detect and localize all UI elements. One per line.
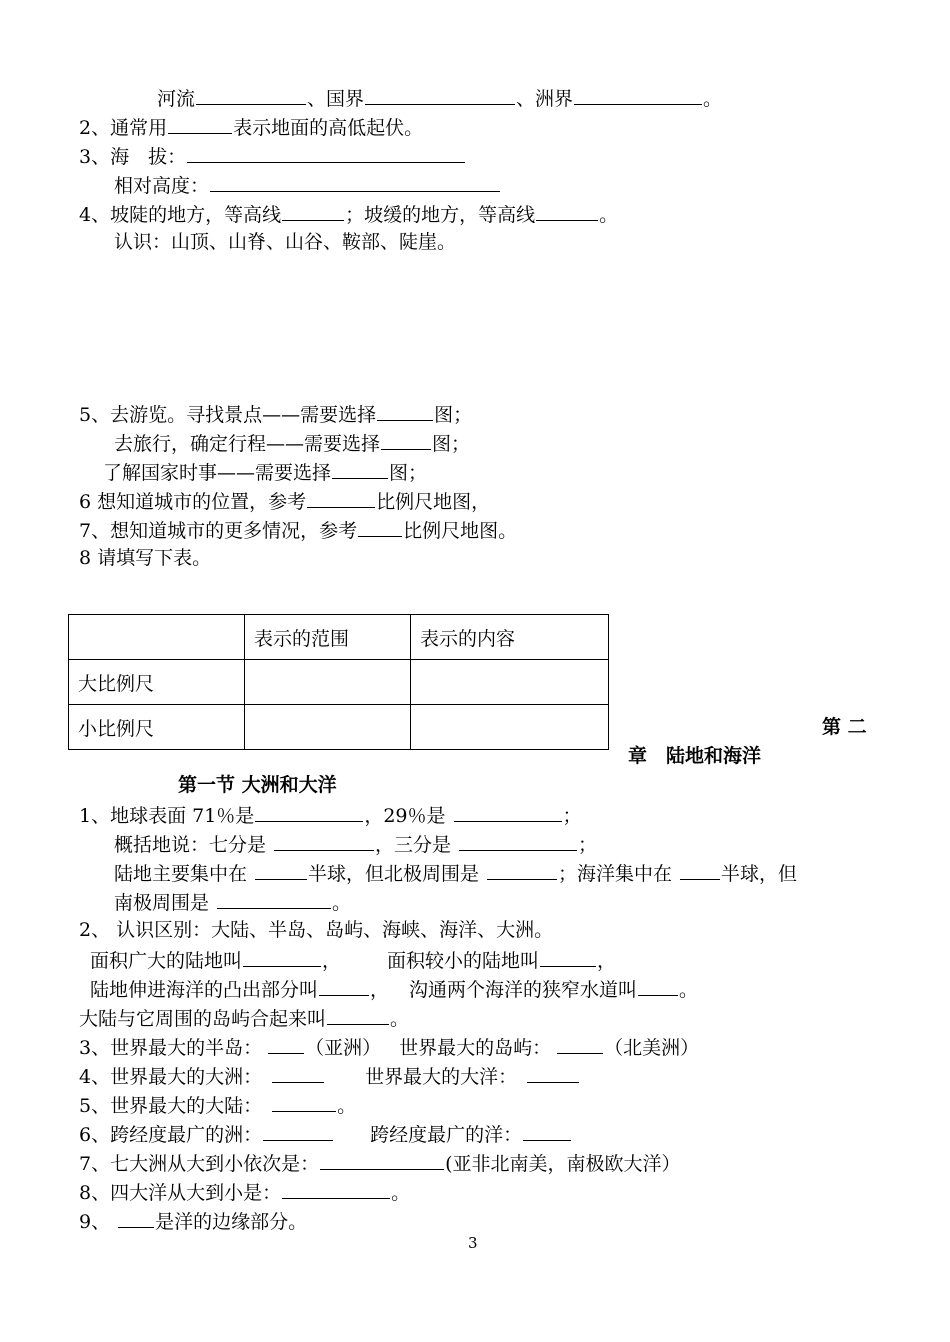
largest-peninsula-text: 3、世界最大的半岛： <box>79 1037 263 1059</box>
blank-peninsula[interactable] <box>319 977 369 996</box>
table-cell: 小比例尺 <box>69 705 245 750</box>
largest-continent-text: 4、世界最大的大洲： <box>79 1066 263 1088</box>
q9-number: 9、 <box>79 1211 111 1233</box>
q4-steep-label: 4、坡陡的地方，等高线 <box>79 204 282 226</box>
blank-longitude-continent[interactable] <box>263 1122 333 1141</box>
question-3-altitude <box>79 144 466 168</box>
continent-group-line <box>79 1006 409 1030</box>
blank-largest-ocean[interactable] <box>527 1064 579 1083</box>
table-row <box>69 705 609 750</box>
ocean-text: ；海洋集中在 <box>558 863 673 885</box>
continent-text: 面积广大的陆地叫 <box>90 950 243 972</box>
period: 。 <box>390 1008 410 1030</box>
question-1-surface <box>79 803 582 827</box>
relative-height-line <box>114 173 501 197</box>
blank-city-details-scale[interactable] <box>358 518 402 537</box>
land-text: 陆地主要集中在 <box>114 863 248 885</box>
q8-text: 8 请填写下表。 <box>79 547 212 569</box>
largest-mainland-text: 5、世界最大的大陆： <box>79 1095 263 1117</box>
table-header-cell <box>69 615 245 660</box>
comma: ， <box>597 950 617 972</box>
question-7-city-details <box>79 518 517 542</box>
line-river-border <box>157 86 722 110</box>
question-7-seven-continents <box>79 1151 681 1175</box>
question-5-sightseeing <box>79 402 472 426</box>
summary-mid: ，三分是 <box>375 834 452 856</box>
table-header-cell: 表示的范围 <box>245 615 411 660</box>
blank-continent-border[interactable] <box>574 86 702 105</box>
blank-29-percent[interactable] <box>454 803 562 822</box>
label-continent-border: 、洲界 <box>516 88 574 110</box>
travel-line <box>114 431 470 455</box>
chapter-heading-part2: 章 陆地和海洋 <box>628 745 762 767</box>
blank-seven-continents[interactable] <box>320 1151 444 1170</box>
blank-gentle[interactable] <box>536 202 598 221</box>
q5-text: 5、去游览。寻找景点——需要选择 <box>79 404 377 426</box>
period: 。 <box>703 88 723 110</box>
table-cell[interactable] <box>245 660 411 705</box>
news-line <box>103 460 427 484</box>
q4-gentle-label: ；坡缓的地方，等高线 <box>345 204 536 226</box>
question-8-fill-table <box>79 547 211 569</box>
four-oceans-text: 8、四大洋从大到小是： <box>79 1182 282 1204</box>
question-4-largest-continent <box>79 1064 580 1088</box>
blank-continent-group[interactable] <box>327 1006 389 1025</box>
blank-land-hemisphere[interactable] <box>255 861 307 880</box>
blank-news-map[interactable] <box>332 460 388 479</box>
summary-line <box>114 832 597 856</box>
blank-seven-parts[interactable] <box>274 832 374 851</box>
q2-text-start: 2、通常用 <box>79 117 168 139</box>
period: 。 <box>332 892 352 914</box>
blank-river[interactable] <box>196 86 306 105</box>
q6-suffix: 比例尺地图， <box>376 491 491 513</box>
comma: ， <box>322 950 342 972</box>
island-text: 面积较小的陆地叫 <box>387 950 540 972</box>
continent-island-line <box>90 948 616 972</box>
seven-continents-text: 7、七大洲从大到小依次是： <box>79 1153 320 1175</box>
chapter-heading-part1: 第 二 <box>822 716 867 738</box>
blank-longitude-ocean[interactable] <box>523 1122 571 1141</box>
blank-sightseeing-map[interactable] <box>377 402 433 421</box>
blank-largest-mainland[interactable] <box>272 1093 336 1112</box>
table-row <box>69 660 609 705</box>
blank-travel-map[interactable] <box>381 431 431 450</box>
recognize-terrain-line <box>114 231 456 253</box>
blank-largest-continent[interactable] <box>272 1064 324 1083</box>
blank-continent[interactable] <box>243 948 321 967</box>
peninsula-hint: （亚洲） <box>305 1037 382 1059</box>
label-relative-height: 相对高度： <box>114 175 210 197</box>
peninsula-strait-line <box>90 977 698 1001</box>
travel-suffix: 图； <box>432 433 471 455</box>
question-2-contour <box>79 115 423 139</box>
scale-table <box>68 614 609 750</box>
peninsula-text: 陆地伸进海洋的凸出部分叫 <box>90 979 319 1001</box>
question-8-four-oceans <box>79 1180 410 1204</box>
period: 。 <box>337 1095 357 1117</box>
page-number: 3 <box>468 1234 478 1252</box>
longitude-ocean-text: 跨经度最广的洋： <box>370 1124 523 1146</box>
blank-contour[interactable] <box>168 115 232 134</box>
blank-altitude[interactable] <box>187 144 465 163</box>
blank-island[interactable] <box>540 948 596 967</box>
blank-largest-peninsula[interactable] <box>268 1035 304 1054</box>
q6-text: 6 想知道城市的位置，参考 <box>79 491 307 513</box>
ocean-suffix: 半球，但 <box>721 863 798 885</box>
summary-text: 概括地说：七分是 <box>114 834 267 856</box>
table-header-cell: 表示的内容 <box>411 615 609 660</box>
table-cell: 大比例尺 <box>69 660 245 705</box>
blank-71-percent[interactable] <box>255 803 363 822</box>
largest-ocean-text: 世界最大的大洋： <box>365 1066 518 1088</box>
recognize-terrain-text: 认识：山顶、山脊、山谷、鞍部、陡崖。 <box>114 231 457 253</box>
seven-continents-hint: (亚非北南美，南极欧大洋） <box>445 1153 681 1175</box>
question-5-largest-mainland <box>79 1093 356 1117</box>
land-distribution-line <box>114 861 797 885</box>
q5-suffix: 图； <box>434 404 473 426</box>
semicolon: ； <box>578 834 598 856</box>
label-national-border: 、国界 <box>307 88 365 110</box>
section-title: 第一节 大洲和大洋 <box>178 774 337 796</box>
blank-three-parts[interactable] <box>459 832 577 851</box>
island-hint: （北美洲） <box>604 1037 700 1059</box>
question-9-sea <box>79 1209 307 1233</box>
table-header-row <box>69 615 609 660</box>
q1-mid: ，29％是 <box>364 805 446 827</box>
largest-island-text: 世界最大的岛屿： <box>399 1037 552 1059</box>
period: 。 <box>679 979 699 1001</box>
news-suffix: 图； <box>389 462 428 484</box>
blank-north-pole[interactable] <box>487 861 557 880</box>
label-altitude: 3、海 拔： <box>79 146 187 168</box>
blank-largest-island[interactable] <box>557 1035 603 1054</box>
question-6-longitude <box>79 1122 572 1146</box>
period: 。 <box>599 204 619 226</box>
question-4-slope <box>79 202 618 226</box>
table-cell[interactable] <box>411 660 609 705</box>
period: 。 <box>391 1182 411 1204</box>
question-2-distinguish <box>79 919 553 941</box>
blank-four-oceans[interactable] <box>282 1180 390 1199</box>
blank-relative-height[interactable] <box>210 173 500 192</box>
north-pole-text: 半球，但北极周围是 <box>308 863 480 885</box>
news-text: 了解国家时事——需要选择 <box>103 462 332 484</box>
strait-text: 沟通两个海洋的狭窄水道叫 <box>409 979 638 1001</box>
q9-text: 是洋的边缘部分。 <box>155 1211 308 1233</box>
south-pole-line <box>114 890 351 914</box>
q7-text: 7、想知道城市的更多情况，参考 <box>79 520 358 542</box>
q1-text: 1、地球表面 71％是 <box>79 805 255 827</box>
q2-text-end: 表示地面的高低起伏。 <box>233 117 424 139</box>
longitude-continent-text: 6、跨经度最广的洲： <box>79 1124 263 1146</box>
blank-city-location-scale[interactable] <box>307 489 375 508</box>
table-cell[interactable] <box>245 705 411 750</box>
blank-sea[interactable] <box>118 1209 154 1228</box>
blank-strait[interactable] <box>638 977 678 996</box>
question-3-largest-peninsula <box>79 1035 699 1059</box>
blank-national-border[interactable] <box>365 86 515 105</box>
table-cell[interactable] <box>411 705 609 750</box>
blank-steep[interactable] <box>282 202 344 221</box>
comma: ， <box>370 979 390 1001</box>
q2-distinguish-text: 2、 认识区别：大陆、半岛、岛屿、海峡、海洋、大洲。 <box>79 919 554 941</box>
south-pole-text: 南极周围是 <box>114 892 210 914</box>
blank-ocean-hemisphere[interactable] <box>680 861 720 880</box>
label-river: 河流 <box>157 88 196 110</box>
continent-group-text: 大陆与它周围的岛屿合起来叫 <box>79 1008 327 1030</box>
blank-south-pole[interactable] <box>217 890 331 909</box>
semicolon: ； <box>562 805 582 827</box>
travel-text: 去旅行，确定行程——需要选择 <box>114 433 381 455</box>
q7-suffix: 比例尺地图。 <box>403 520 518 542</box>
question-6-city-location <box>79 489 490 513</box>
